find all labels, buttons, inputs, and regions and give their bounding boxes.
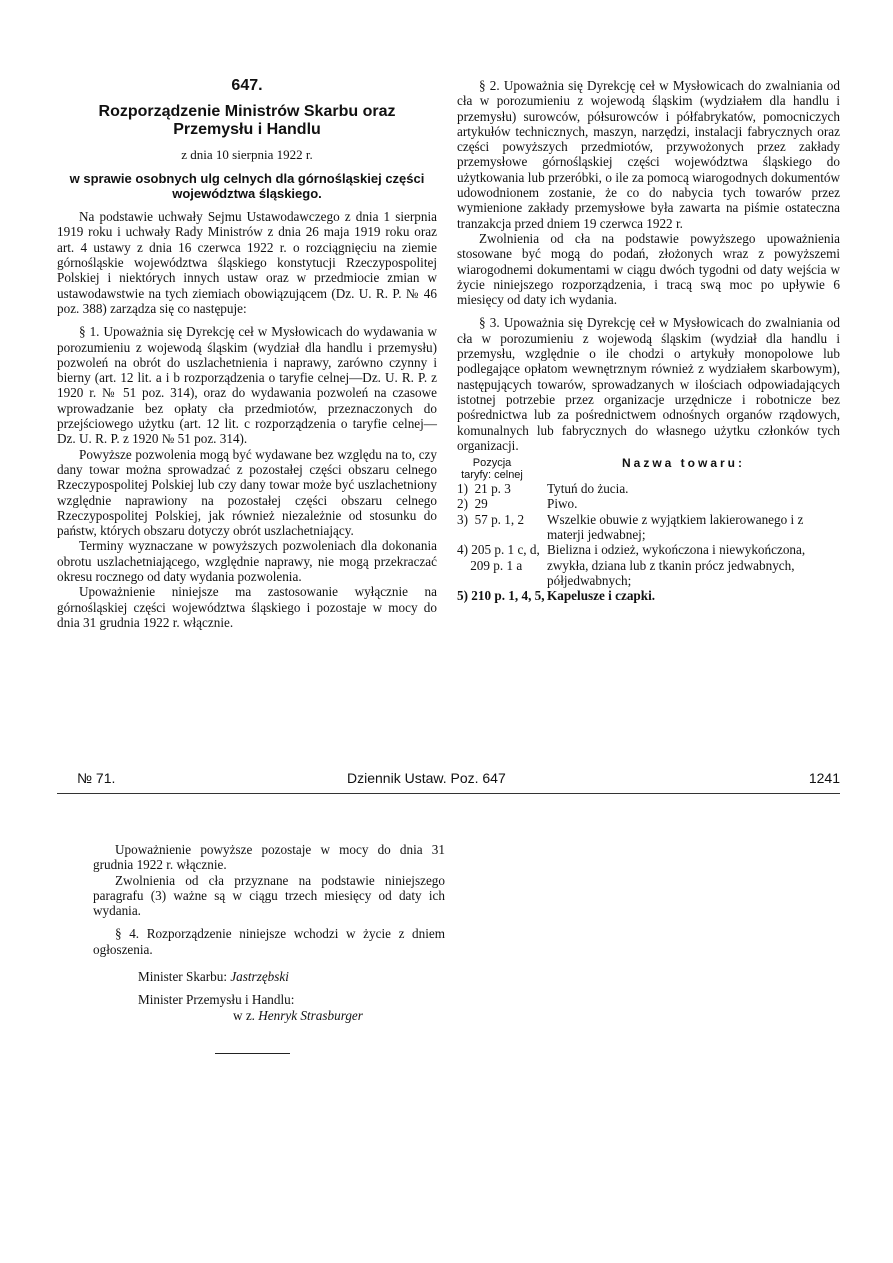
section-2-paragraph-1: § 2. Upoważnia się Dyrekcję ceł w Mysłowicach do zwalniania od cła w porozumieniu z wojewodą śląskim (wydziałem dla handlu i przemysłu) surowców, półsurowców i półfabrykatów, pomocniczych artykułów technicznych, maszyn, narzędzi, instalacji fabrycznych oraz części powyższych przedmiotów, przywożonych przez zakłady przemysłowe górnośląskiej części województwa śląskiego do użytkowania lub przeróbki, o ile za pomocą wiarogodnych dokumentów udowodnionem zostanie, że co do nabycia tych towarów przez wymienione zakłady przemysłowe była zawarta na piśmie ostateczna tranzakcja przed dniem 19 czerwca 1922 r.	[457, 78, 840, 231]
list-item	[457, 512, 840, 543]
item-code: 2) 29	[457, 496, 488, 512]
act-subject: w sprawie osobnych ulg celnych dla górnośląskiej części województwa śląskiego.	[69, 170, 425, 201]
item-name: Bielizna i odzież, wykończona i niewykończona, zwykła, dziana lub z tkanin prócz jedwabnych, półjedwabnych;	[547, 542, 806, 588]
section-2-paragraph-2: Zwolnienia od cła na podstawie powyższego upoważnienia stosowane być mogą do podań, złożonych wraz z powyższemi wiarogodnemi dokumentami w ciągu dwóch tygodni od daty wejścia w życie niniejszego rozporządzenia, i tracą swą moc po upływie 6 miesięcy od daty ich wydania.	[457, 230, 840, 308]
item-code: 1) 21 p. 3	[457, 481, 511, 497]
title-line-2: Przemysłu i Handlu	[173, 121, 321, 139]
section-1-paragraph-4: Upoważnienie niniejsze ma zastosowanie wyłącznie na górnośląskiej części województwa śląskiego i pozostaje w mocy do dnia 31 grudnia 1922 r. włącznie.	[57, 584, 437, 630]
section-1-paragraph-2: Powyższe pozwolenia mogą być wydawane bez względu na to, czy dany towar można sprowadzać z pozostałej części obszaru celnego Rzeczypospolitej Polskiej lub czy dany towar może być uszlachetniony względnie naprawiony na pozostałej części obszaru celnego Rzeczypospolitej Polskiej, jak również niezależnie od stosunku do państw, których obszaru dotyczy obrót uszlachetniający.	[57, 446, 437, 539]
list-item	[457, 542, 840, 588]
signature-1-title: Minister Skarbu:	[138, 969, 228, 985]
signature-1	[93, 969, 445, 984]
list-item	[457, 481, 840, 496]
signature-2	[93, 1008, 445, 1023]
header-divider	[57, 793, 840, 794]
issue-number: № 71.	[77, 770, 116, 786]
page-header-line	[57, 770, 840, 790]
journal-reference: Dziennik Ustaw. Poz. 647	[347, 770, 506, 786]
end-divider	[215, 1053, 290, 1054]
continuation-text	[93, 842, 445, 1023]
items-header-name: Nazwa towaru:	[621, 456, 745, 471]
item-code: 5) 210 p. 1, 4, 5,	[457, 588, 545, 604]
items-header-code: Pozycja taryfy: celnej	[461, 457, 523, 482]
act-date: z dnia 10 sierpnia 1922 r.	[181, 147, 313, 163]
item-name: Kapelusze i czapki.	[547, 588, 656, 604]
item-name: Piwo.	[547, 496, 578, 512]
title-line-1: Rozporządzenie Ministrów Skarbu oraz	[98, 103, 396, 121]
signature-2-title: Minister Przemysłu i Handlu:	[138, 992, 295, 1008]
signature-2-name: Henryk Strasburger	[258, 1007, 363, 1023]
item-code: 4) 205 p. 1 c, d, 209 p. 1 a	[457, 542, 540, 573]
act-number: 647.	[231, 77, 263, 94]
list-item	[457, 496, 840, 511]
items-list	[457, 481, 840, 603]
signature-1-name: Jastrzębski	[230, 969, 289, 985]
continuation-paragraph-1: Upoważnienie powyższe pozostaje w mocy do dnia 31 grudnia 1922 r. włącznie.	[93, 842, 445, 873]
section-1-paragraph-1: § 1. Upoważnia się Dyrekcję ceł w Mysłowicach do wydawania w porozumieniu z wojewodą śląskim (wydział dla handlu i przemysłu) pozwoleń na obrót do uszlachetnienia i naprawy, zarówno czynny i bierny (art. 12 lit. a i b rozporządzenia o taryfie celnej—Dz. U. R. P. z 1920 r. № 51 poz. 314), oraz do wydawania pozwoleń na czasowe wprowadzanie bez opłaty cła przedmiotów, przeznaczonych do przejściowego użytku (art. 12 lit. c rozporządzenia o taryfie celnej—Dz. U. R. P. z 1920 № 51 poz. 314).	[57, 324, 437, 447]
item-name: Tytuń do żucia.	[547, 481, 629, 497]
section-4-paragraph: § 4. Rozporządzenie niniejsze wchodzi w życie z dniem ogłoszenia.	[93, 926, 445, 957]
item-name: Wszelkie obuwie z wyjątkiem lakierowanego i z materji jedwabnej;	[547, 511, 804, 543]
continuation-paragraph-2: Zwolnienia od cła przyznane na podstawie niniejszego paragrafu (3) ważne są w ciągu trzech miesięcy od daty ich wydania.	[93, 872, 445, 919]
signature-2-prefix: w z.	[233, 1007, 255, 1023]
preamble: Na podstawie uchwały Sejmu Ustawodawczego z dnia 1 sierpnia 1919 roku i uchwały Rady Ministrów z dnia 26 maja 1919 roku oraz art. 4 ustawy z dnia 16 czerwca 1922 r. o rozciągnięciu na ziemie górnośląskie województwa śląskiego konstytucji Rzeczypospolitej Polskiej i niektórych innych ustaw oraz w przedmiocie zmian w ustawodawstwie na tych ziemiach obowiązującem (Dz. U. R. P. № 46 poz. 388) zarządza się co następuje:	[57, 209, 437, 316]
section-3-paragraph-1: § 3. Upoważnia się Dyrekcję ceł w Mysłowicach do zwalniania od cła w porozumieniu z wojewodą śląskim (wydział dla handlu i przemysłu, względnie o ile chodzi o artykuły monopolowe lub podlegające opłatom wewnętrznym również z wydziałem skarbowym), następujących towarów, sprowadzanych w ilościach odpowiadających istotnej potrzebie przez organizacje urzędnicze i robotnicze bez pośrednictwa lub za pośrednictwem odnośnych organów rządowych, komunalnych lub fabrycznych do własnego użytku członków tych organizacji.	[457, 315, 840, 453]
item-code: 3) 57 p. 1, 2	[457, 511, 525, 527]
right-column	[457, 78, 840, 604]
section-1-paragraph-3: Terminy wyznaczane w powyższych pozwoleniach dla dokonania obrotu uszlachetniającego, względnie naprawy, nie mogą przekraczać okresu rocznego od daty wydania pozwolenia.	[57, 538, 437, 585]
page-number: 1241	[808, 770, 840, 786]
list-item	[457, 588, 840, 603]
act-title	[57, 103, 437, 139]
items-table-header	[457, 457, 840, 481]
left-column	[57, 78, 437, 630]
